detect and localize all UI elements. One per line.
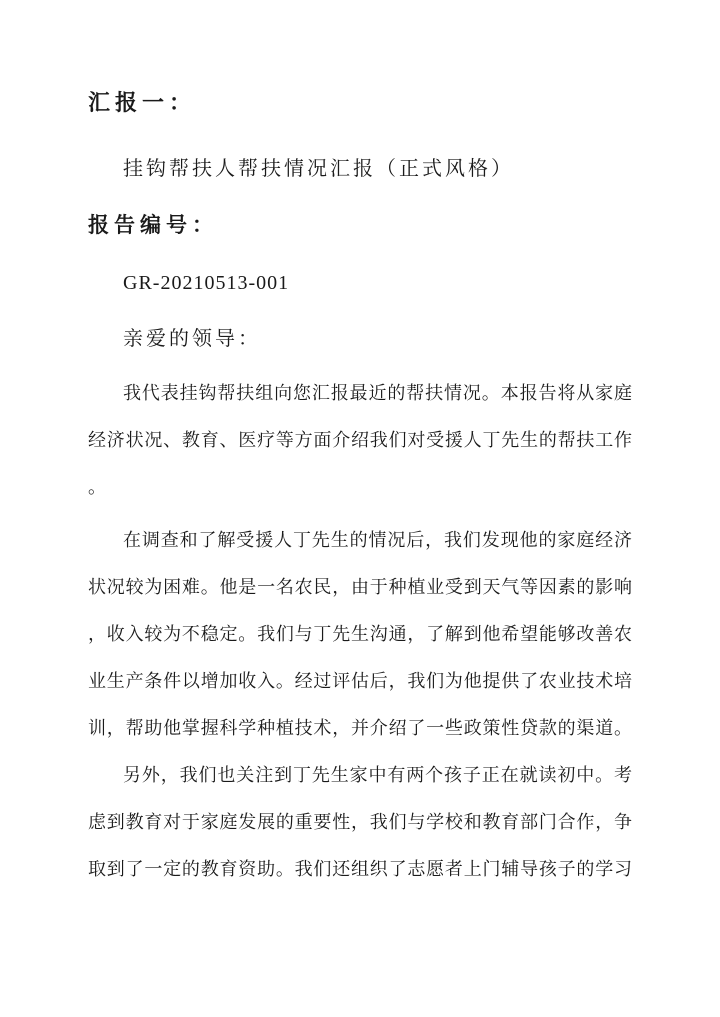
text-line: 我代表挂钩帮扶组向您汇报最近的帮扶情况。本报告将从家庭 — [123, 383, 632, 403]
text-line: 虑到教育对于家庭发展的重要性，我们与学校和教育部门合作，争 — [88, 812, 632, 832]
report-title: 挂钩帮扶人帮扶情况汇报（正式风格） — [123, 158, 514, 180]
text-line: 业生产条件以增加收入。经过评估后，我们为他提供了农业技术培 — [88, 671, 632, 691]
text-line: 经济状况、教育、医疗等方面介绍我们对受援人丁先生的帮扶工作 — [88, 430, 632, 450]
text-line: 。 — [88, 477, 106, 497]
text-line: 另外，我们也关注到丁先生家中有两个孩子正在就读初中。考 — [123, 765, 632, 785]
paragraph-2 — [88, 517, 632, 752]
text-line: 取到了一定的教育资助。我们还组织了志愿者上门辅导孩子的学习 — [88, 859, 632, 879]
report-number-label: 报告编号： — [88, 213, 218, 237]
report-content — [88, 0, 632, 893]
report-number-value: GR-20210513-001 — [123, 272, 290, 294]
salutation: 亲爱的领导： — [123, 328, 261, 350]
text-line: ，收入较为不稳定。我们与丁先生沟通，了解到他希望能够改善农 — [88, 624, 632, 644]
text-line: 状况较为困难。他是一名农民，由于种植业受到天气等因素的影响 — [88, 577, 632, 597]
text-line: 在调查和了解受援人丁先生的情况后，我们发现他的家庭经济 — [123, 530, 632, 550]
paragraph-3 — [88, 752, 632, 893]
paragraph-1 — [88, 370, 632, 511]
text-line: 训，帮助他掌握科学种植技术，并介绍了一些政策性贷款的渠道。 — [88, 718, 632, 738]
section-heading: 汇报一： — [88, 90, 197, 115]
